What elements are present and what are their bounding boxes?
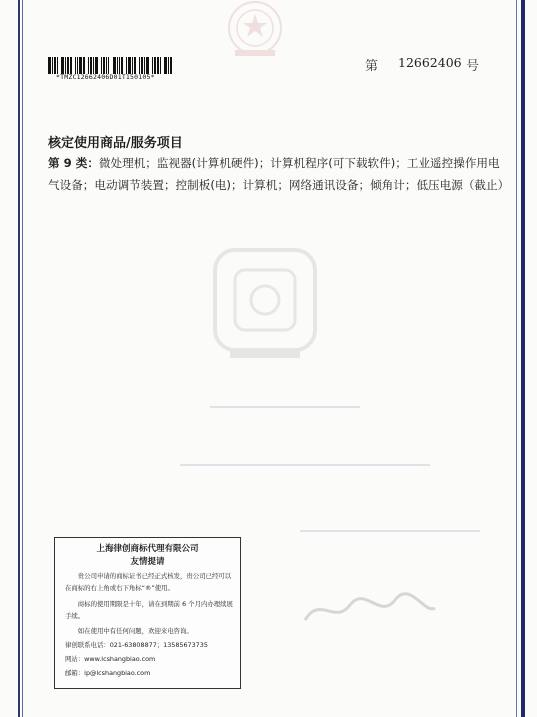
right-border — [521, 0, 525, 717]
barcode-bar — [128, 57, 131, 74]
barcode-bar — [164, 57, 167, 74]
barcode-bar — [48, 57, 51, 74]
barcode-bar — [57, 57, 58, 74]
notice-box — [54, 537, 241, 689]
barcode-bar — [86, 57, 87, 74]
notice-website[interactable]: 网站：www.lcshangbiao.com — [65, 655, 156, 663]
barcode-bar — [77, 57, 78, 74]
barcode-bar — [103, 57, 105, 74]
show-through-line — [180, 464, 430, 466]
barcode-bar — [152, 57, 153, 74]
barcode-bar — [144, 57, 145, 74]
barcode-bar — [157, 57, 159, 74]
barcode-bar — [162, 57, 163, 74]
barcode-bar — [141, 57, 143, 74]
barcode-bar — [146, 57, 149, 74]
show-through-line — [300, 530, 480, 532]
registration-suffix: 号 — [466, 59, 480, 74]
barcode-bar — [101, 57, 102, 74]
barcode-bar — [117, 57, 118, 74]
right-border-inner — [516, 0, 517, 717]
national-emblem-icon — [205, 0, 305, 60]
barcode-bar — [106, 57, 107, 74]
barcode — [48, 57, 174, 74]
barcode-bar — [88, 57, 89, 74]
goods-list — [48, 152, 508, 196]
barcode-bar — [99, 57, 100, 74]
barcode-bar — [93, 57, 94, 74]
barcode-bar — [108, 57, 109, 74]
barcode-bar — [134, 57, 136, 74]
barcode-bar — [139, 57, 140, 74]
barcode-bar — [150, 57, 151, 74]
registration-number: 12662406 — [398, 55, 462, 70]
barcode-bar — [154, 57, 156, 74]
barcode-bar — [83, 57, 85, 74]
goods-class-label: 第 9 类： — [48, 156, 99, 170]
barcode-bar — [54, 57, 56, 74]
barcode-bar — [52, 57, 53, 74]
barcode-bar — [168, 57, 169, 74]
notice-title: 友情提请 — [130, 557, 165, 567]
left-border — [18, 0, 20, 717]
signature-mark — [300, 590, 440, 630]
barcode-bar — [95, 57, 98, 74]
barcode-bar — [79, 57, 82, 74]
notice-company: 上海律创商标代理有限公司 — [96, 544, 199, 554]
barcode-bar — [61, 57, 64, 74]
notice-paragraph-2: 商标的使用期限是十年，请在到期前 6 个月内办理续展手续。 — [65, 600, 233, 620]
barcode-bar — [75, 57, 76, 74]
barcode-bar — [124, 57, 125, 74]
barcode-bar — [121, 57, 123, 74]
watermark-emblem-icon — [200, 230, 330, 370]
notice-phone: 律创联系电话：021-63808877；13585673735 — [65, 641, 208, 649]
left-border-inner — [22, 0, 23, 717]
barcode-bar — [70, 57, 72, 74]
notice-paragraph-3: 如在使用中有任何问题，欢迎来电咨询。 — [77, 627, 193, 635]
barcode-text: *TMZC12662406D01T150105* — [56, 73, 155, 81]
barcode-bar — [119, 57, 120, 74]
barcode-bar — [90, 57, 92, 74]
barcode-bar — [170, 57, 172, 74]
registration-label: 第 — [365, 59, 379, 74]
barcode-bar — [73, 57, 74, 74]
barcode-bar — [67, 57, 69, 74]
notice-email[interactable]: 邮箱：ip@lcshangbiao.com — [65, 669, 151, 677]
barcode-bar — [110, 57, 112, 74]
barcode-bar — [132, 57, 133, 74]
barcode-bar — [113, 57, 116, 74]
goods-services-heading: 核定使用商品/服务项目 — [48, 136, 183, 151]
notice-paragraph-1: 贵公司申请的商标证书已经正式核发，贵公司已经可以在商标的右上角或右下角标“®”使用。 — [65, 572, 232, 592]
barcode-bar — [160, 57, 161, 74]
barcode-bar — [137, 57, 138, 74]
barcode-bar — [65, 57, 66, 74]
barcode-bar — [59, 57, 60, 74]
barcode-bar — [126, 57, 127, 74]
show-through-line — [210, 406, 360, 408]
goods-items: 微处理机；监视器(计算机硬件)；计算机程序(可下载软件)；工业遥控操作用电气设备；电动调节装置；控制板(电)；计算机；网络通讯设备；倾角计；低压电源（截止） — [48, 156, 510, 192]
